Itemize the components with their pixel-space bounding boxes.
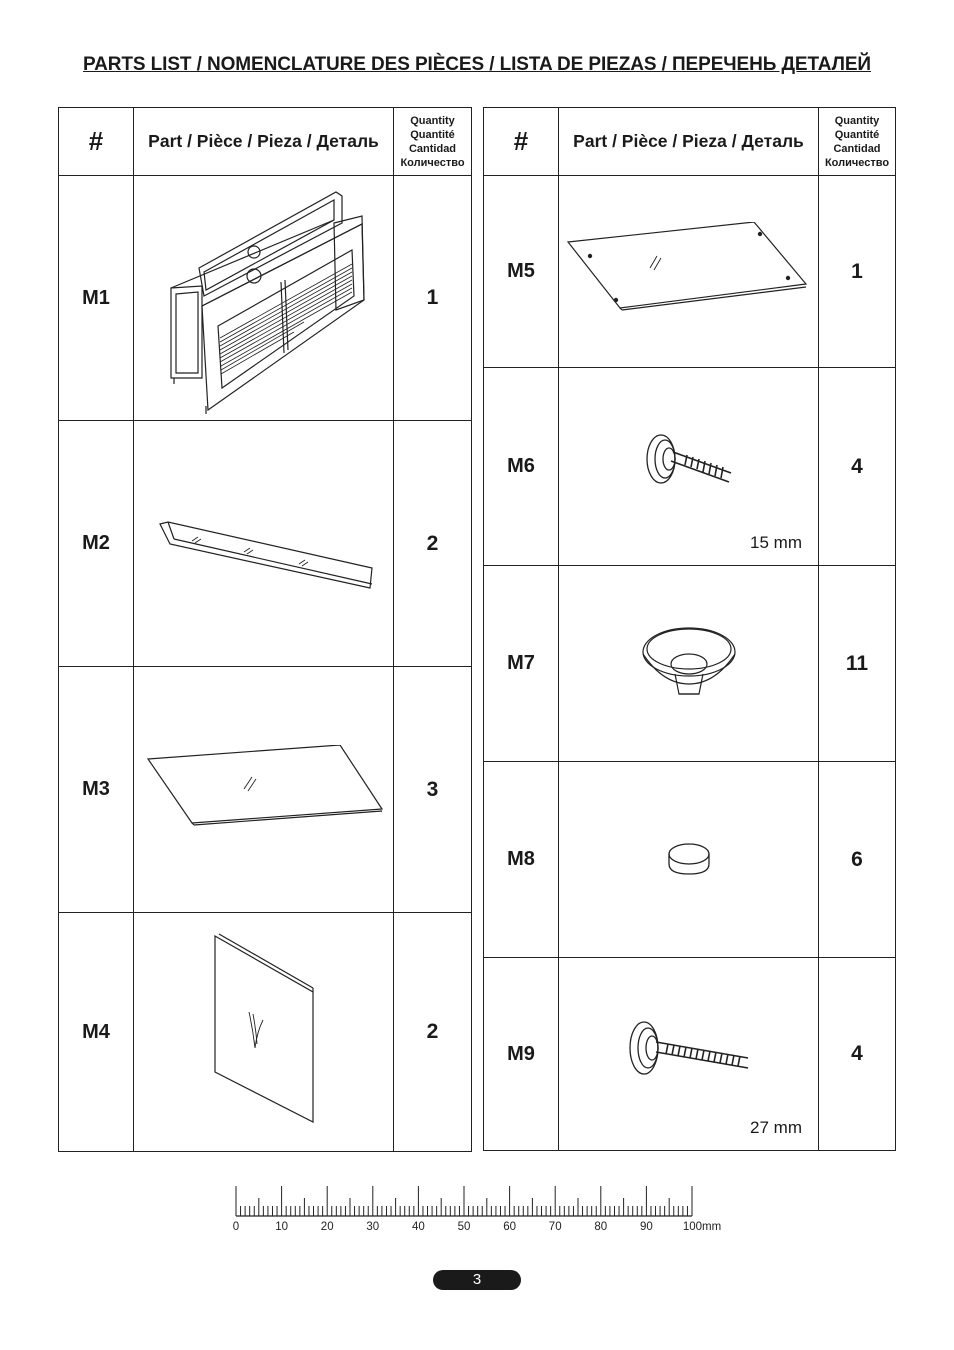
ruler-label: 20 [320, 1221, 334, 1233]
ruler-label: 0 [232, 1221, 240, 1233]
part-id: M8 [484, 762, 559, 958]
table-row [484, 566, 896, 762]
part-quantity: 6 [819, 762, 896, 958]
ruler-label: 90 [640, 1221, 653, 1233]
part-size-label: 27 mm [750, 1118, 802, 1137]
glass-top-illustration [564, 222, 814, 322]
part-id: M7 [484, 566, 559, 762]
part-id: M1 [59, 176, 134, 421]
part-quantity: 4 [819, 958, 896, 1151]
part-quantity: 2 [394, 421, 472, 667]
header-hash: # [484, 108, 559, 176]
ruler-label: 80 [594, 1221, 608, 1233]
ruler-label: 60 [503, 1221, 516, 1233]
part-quantity: 2 [394, 913, 472, 1152]
tv-stand-frame-illustration [144, 178, 384, 418]
part-quantity: 1 [394, 176, 472, 421]
part-size-label: 15 mm [750, 533, 802, 552]
adjustable-foot-long-illustration [624, 1014, 754, 1094]
header-part: Part / Pièce / Pieza / Деталь [559, 108, 819, 176]
ruler-label: 50 [457, 1221, 471, 1233]
part-image-cell [559, 958, 819, 1151]
measurement-ruler [226, 1180, 736, 1236]
parts-table-left [58, 107, 472, 1152]
part-id: M3 [59, 667, 134, 913]
table-row [59, 176, 472, 421]
header-part: Part / Pièce / Pieza / Деталь [134, 108, 394, 176]
header-quantity: Quantity Quantité Cantidad Количество [819, 108, 896, 176]
part-id: M6 [484, 368, 559, 566]
part-id: M4 [59, 913, 134, 1152]
table-row [59, 913, 472, 1152]
page-title: PARTS LIST / NOMENCLATURE DES PIÈCES / LISTA DE PIEZAS / ПЕРЕЧЕНЬ ДЕТАЛЕЙ [83, 54, 871, 75]
part-image-cell [134, 421, 394, 667]
table-row [484, 958, 896, 1151]
ruler-label: 30 [366, 1221, 380, 1233]
ruler-label: 10 [275, 1221, 288, 1233]
ruler-label: 40 [412, 1221, 425, 1233]
page-number: 3 [433, 1270, 521, 1290]
part-id: M9 [484, 958, 559, 1151]
header-hash: # [59, 108, 134, 176]
header-quantity: Quantity Quantité Cantidad Количество [394, 108, 472, 176]
table-header-row [484, 108, 896, 176]
part-quantity: 11 [819, 566, 896, 762]
ruler-label: 100mm [682, 1221, 722, 1233]
suction-cup-illustration [639, 624, 739, 704]
part-image-cell [559, 176, 819, 368]
ruler-label: 70 [548, 1221, 562, 1233]
part-quantity: 1 [819, 176, 896, 368]
part-image-cell [134, 667, 394, 913]
glass-strip-illustration [144, 484, 384, 604]
table-header-row [59, 108, 472, 176]
part-id: M2 [59, 421, 134, 667]
part-image-cell [559, 566, 819, 762]
glass-door-illustration [209, 932, 319, 1132]
table-row [59, 421, 472, 667]
bumper-pad-illustration [664, 840, 714, 880]
part-quantity: 4 [819, 368, 896, 566]
part-id: M5 [484, 176, 559, 368]
table-row [484, 176, 896, 368]
adjustable-foot-short-illustration [639, 427, 739, 507]
part-image-cell [134, 913, 394, 1152]
table-row [59, 667, 472, 913]
part-image-cell [559, 368, 819, 566]
part-image-cell [559, 762, 819, 958]
glass-shelf-illustration [144, 745, 384, 835]
part-quantity: 3 [394, 667, 472, 913]
table-row [484, 368, 896, 566]
table-row [484, 762, 896, 958]
part-image-cell [134, 176, 394, 421]
parts-table-right [483, 107, 896, 1151]
